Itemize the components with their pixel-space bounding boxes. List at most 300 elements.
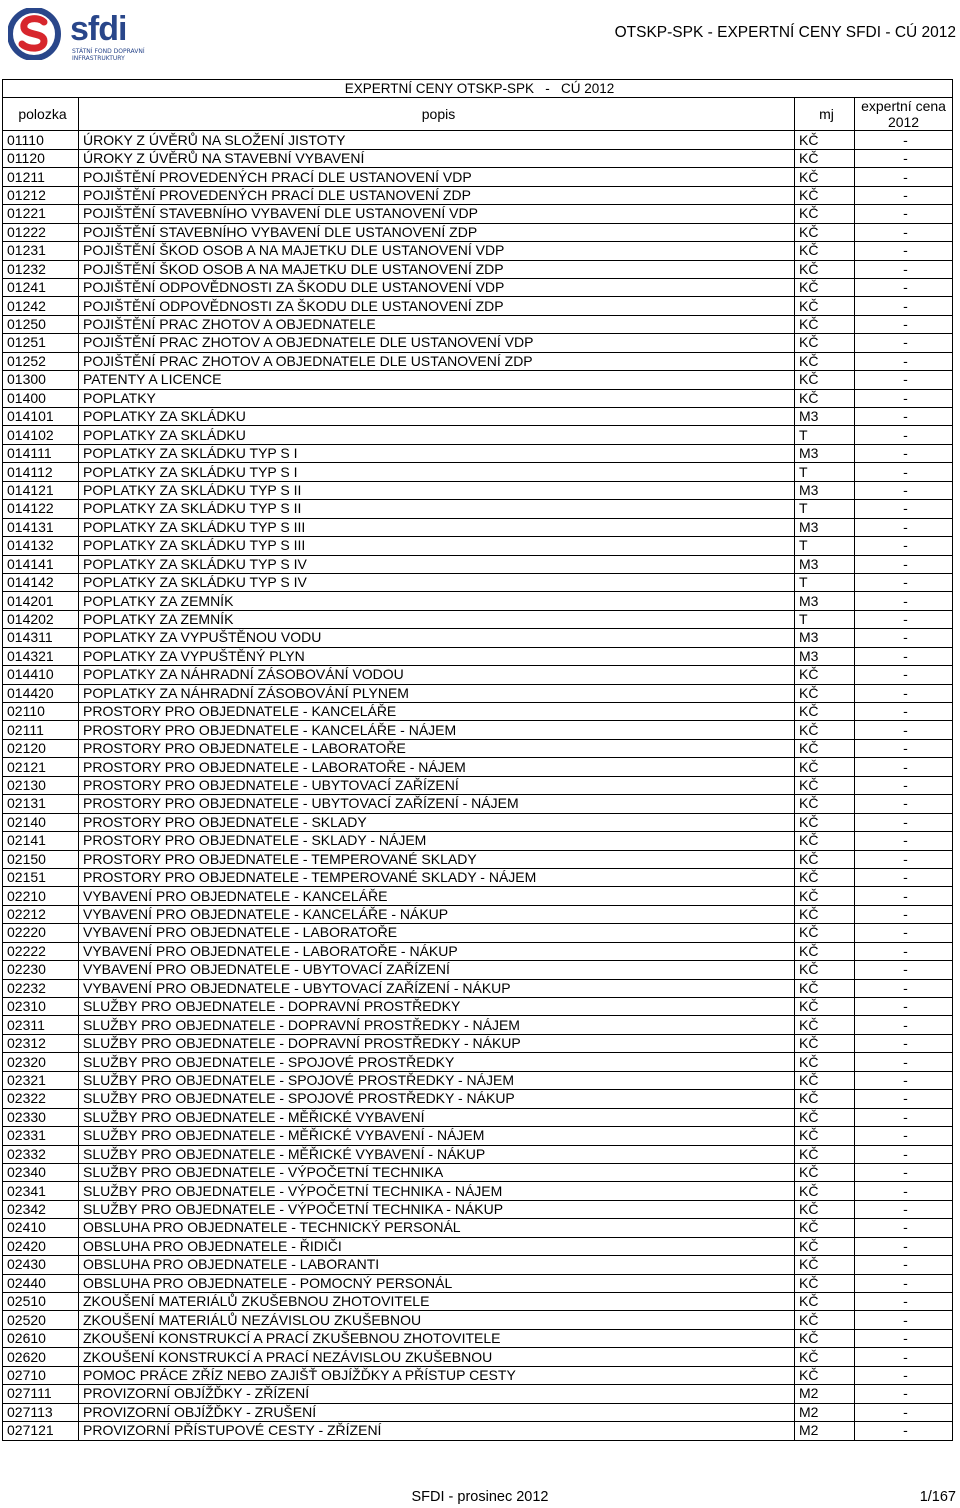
cell-unit: T <box>795 463 855 481</box>
table-row <box>3 998 953 1016</box>
cell-unit: KČ <box>795 1053 855 1071</box>
cell-unit: KČ <box>795 149 855 167</box>
cell-price: - <box>855 408 953 426</box>
cell-unit: KČ <box>795 1034 855 1052</box>
table-row <box>3 463 953 481</box>
table-row <box>3 500 953 518</box>
table-row <box>3 131 953 149</box>
cell-code: 02341 <box>3 1182 79 1200</box>
table-row <box>3 1145 953 1163</box>
table-row <box>3 1293 953 1311</box>
cell-price: - <box>855 629 953 647</box>
cell-code: 014111 <box>3 444 79 462</box>
cell-unit: KČ <box>795 850 855 868</box>
cell-code: 02111 <box>3 721 79 739</box>
cell-unit: M3 <box>795 647 855 665</box>
cell-price: - <box>855 371 953 389</box>
cell-code: 014122 <box>3 500 79 518</box>
cell-price: - <box>855 278 953 296</box>
cell-desc: POJIŠTĚNÍ ODPOVĚDNOSTI ZA ŠKODU DLE USTANOVENÍ ZDP <box>79 297 795 315</box>
cell-desc: VYBAVENÍ PRO OBJEDNATELE - KANCELÁŘE <box>79 887 795 905</box>
cell-price: - <box>855 260 953 278</box>
cell-code: 02330 <box>3 1108 79 1126</box>
cell-unit: KČ <box>795 1108 855 1126</box>
cell-desc: POJIŠTĚNÍ PRAC ZHOTOV A OBJEDNATELE DLE USTANOVENÍ VDP <box>79 334 795 352</box>
cell-desc: SLUŽBY PRO OBJEDNATELE - SPOJOVÉ PROSTŘEDKY - NÁKUP <box>79 1090 795 1108</box>
cell-price: - <box>855 979 953 997</box>
cell-code: 02121 <box>3 758 79 776</box>
cell-desc: POPLATKY <box>79 389 795 407</box>
table-row <box>3 1071 953 1089</box>
cell-unit: KČ <box>795 961 855 979</box>
table-row <box>3 352 953 370</box>
cell-code: 02332 <box>3 1145 79 1163</box>
cell-unit: KČ <box>795 1127 855 1145</box>
cell-code: 02420 <box>3 1237 79 1255</box>
cell-code: 01241 <box>3 278 79 296</box>
table-row <box>3 573 953 591</box>
table-row <box>3 223 953 241</box>
table-row <box>3 555 953 573</box>
cell-desc: SLUŽBY PRO OBJEDNATELE - DOPRAVNÍ PROSTŘEDKY - NÁJEM <box>79 1016 795 1034</box>
cell-unit: T <box>795 573 855 591</box>
table-row <box>3 1016 953 1034</box>
cell-code: 01211 <box>3 168 79 186</box>
cell-desc: SLUŽBY PRO OBJEDNATELE - VÝPOČETNÍ TECHNIKA - NÁJEM <box>79 1182 795 1200</box>
cell-desc: SLUŽBY PRO OBJEDNATELE - MĚŘICKÉ VYBAVENÍ - NÁJEM <box>79 1127 795 1145</box>
cell-price: - <box>855 334 953 352</box>
cell-price: - <box>855 1385 953 1403</box>
cell-desc: ZKOUŠENÍ MATERIÁLŮ ZKUŠEBNOU ZHOTOVITELE <box>79 1293 795 1311</box>
cell-price: - <box>855 1108 953 1126</box>
table-row <box>3 1403 953 1421</box>
cell-desc: POJIŠTĚNÍ PROVEDENÝCH PRACÍ DLE USTANOVENÍ VDP <box>79 168 795 186</box>
cell-unit: KČ <box>795 1329 855 1347</box>
cell-code: 02312 <box>3 1034 79 1052</box>
cell-desc: SLUŽBY PRO OBJEDNATELE - DOPRAVNÍ PROSTŘEDKY - NÁKUP <box>79 1034 795 1052</box>
cell-unit: M3 <box>795 444 855 462</box>
cell-code: 01252 <box>3 352 79 370</box>
cell-desc: POPLATKY ZA ZEMNÍK <box>79 592 795 610</box>
cell-desc: POJIŠTĚNÍ STAVEBNÍHO VYBAVENÍ DLE USTANOVENÍ ZDP <box>79 223 795 241</box>
cell-desc: VYBAVENÍ PRO OBJEDNATELE - UBYTOVACÍ ZAŘÍZENÍ - NÁKUP <box>79 979 795 997</box>
table-row <box>3 942 953 960</box>
cell-desc: POJIŠTĚNÍ PRAC ZHOTOV A OBJEDNATELE DLE USTANOVENÍ ZDP <box>79 352 795 370</box>
cell-code: 02120 <box>3 739 79 757</box>
cell-unit: KČ <box>795 1182 855 1200</box>
cell-unit: KČ <box>795 758 855 776</box>
table-row <box>3 629 953 647</box>
cell-unit: KČ <box>795 739 855 757</box>
table-row <box>3 186 953 204</box>
table-row <box>3 205 953 223</box>
cell-price: - <box>855 131 953 149</box>
cell-code: 02140 <box>3 813 79 831</box>
cell-code: 02321 <box>3 1071 79 1089</box>
cell-desc: POPLATKY ZA ZEMNÍK <box>79 610 795 628</box>
cell-desc: ZKOUŠENÍ MATERIÁLŮ NEZÁVISLOU ZKUŠEBNOU <box>79 1311 795 1329</box>
cell-desc: PROVIZORNÍ PŘÍSTUPOVÉ CESTY - ZŘÍZENÍ <box>79 1422 795 1440</box>
cell-desc: VYBAVENÍ PRO OBJEDNATELE - UBYTOVACÍ ZAŘÍZENÍ <box>79 961 795 979</box>
cell-price: - <box>855 1053 953 1071</box>
cell-unit: KČ <box>795 1311 855 1329</box>
cell-price: - <box>855 813 953 831</box>
cell-unit: KČ <box>795 998 855 1016</box>
cell-price: - <box>855 1403 953 1421</box>
cell-desc: POPLATKY ZA SKLÁDKU <box>79 408 795 426</box>
table-row <box>3 924 953 942</box>
cell-code: 02410 <box>3 1219 79 1237</box>
cell-code: 027113 <box>3 1403 79 1421</box>
cell-desc: ÚROKY Z ÚVĚRŮ NA STAVEBNÍ VYBAVENÍ <box>79 149 795 167</box>
cell-desc: POPLATKY ZA SKLÁDKU TYP S II <box>79 500 795 518</box>
cell-unit: M3 <box>795 629 855 647</box>
cell-code: 02610 <box>3 1329 79 1347</box>
cell-code: 02322 <box>3 1090 79 1108</box>
cell-desc: SLUŽBY PRO OBJEDNATELE - SPOJOVÉ PROSTŘEDKY - NÁJEM <box>79 1071 795 1089</box>
cell-desc: POPLATKY ZA SKLÁDKU TYP S I <box>79 463 795 481</box>
cell-price: - <box>855 850 953 868</box>
table-row <box>3 1366 953 1384</box>
table-row <box>3 795 953 813</box>
cell-unit: KČ <box>795 168 855 186</box>
cell-price: - <box>855 481 953 499</box>
cell-unit: KČ <box>795 1219 855 1237</box>
cell-code: 02131 <box>3 795 79 813</box>
table-row <box>3 1163 953 1181</box>
cell-code: 014420 <box>3 684 79 702</box>
cell-code: 01232 <box>3 260 79 278</box>
table-row <box>3 1385 953 1403</box>
cell-price: - <box>855 647 953 665</box>
cell-desc: PATENTY A LICENCE <box>79 371 795 389</box>
cell-unit: KČ <box>795 905 855 923</box>
table-row <box>3 408 953 426</box>
cell-code: 014202 <box>3 610 79 628</box>
cell-desc: POJIŠTĚNÍ ŠKOD OSOB A NA MAJETKU DLE USTANOVENÍ VDP <box>79 242 795 260</box>
cell-code: 01400 <box>3 389 79 407</box>
cell-desc: PROVIZORNÍ OBJÍŽĎKY - ZŘÍZENÍ <box>79 1385 795 1403</box>
table-row <box>3 168 953 186</box>
cell-unit: KČ <box>795 186 855 204</box>
table-row <box>3 1311 953 1329</box>
cell-unit: KČ <box>795 1145 855 1163</box>
cell-unit: KČ <box>795 242 855 260</box>
cell-code: 02310 <box>3 998 79 1016</box>
table-row <box>3 647 953 665</box>
cell-unit: M3 <box>795 481 855 499</box>
cell-price: - <box>855 463 953 481</box>
cell-price: - <box>855 739 953 757</box>
cell-price: - <box>855 1256 953 1274</box>
cell-price: - <box>855 186 953 204</box>
table-row <box>3 887 953 905</box>
table-row <box>3 1090 953 1108</box>
table-row <box>3 371 953 389</box>
table-row <box>3 592 953 610</box>
cell-code: 02232 <box>3 979 79 997</box>
cell-unit: KČ <box>795 297 855 315</box>
cell-price: - <box>855 1348 953 1366</box>
cell-price: - <box>855 592 953 610</box>
column-header-price-line1: expertní cena <box>861 98 946 115</box>
cell-price: - <box>855 703 953 721</box>
cell-price: - <box>855 610 953 628</box>
cell-price: - <box>855 500 953 518</box>
cell-unit: KČ <box>795 1071 855 1089</box>
table-row <box>3 684 953 702</box>
table-row <box>3 721 953 739</box>
cell-unit: T <box>795 500 855 518</box>
cell-code: 01212 <box>3 186 79 204</box>
cell-unit: KČ <box>795 205 855 223</box>
cell-price: - <box>855 905 953 923</box>
logo-subtext: STÁTNÍ FOND DOPRAVNÍ INFRASTRUKTURY <box>72 48 145 62</box>
cell-code: 02342 <box>3 1200 79 1218</box>
table-row <box>3 389 953 407</box>
cell-desc: PROSTORY PRO OBJEDNATELE - LABORATOŘE - NÁJEM <box>79 758 795 776</box>
table-row <box>3 1422 953 1440</box>
cell-code: 014201 <box>3 592 79 610</box>
cell-unit: T <box>795 426 855 444</box>
cell-price: - <box>855 1145 953 1163</box>
table-header-row <box>3 98 953 131</box>
cell-code: 02331 <box>3 1127 79 1145</box>
cell-desc: OBSLUHA PRO OBJEDNATELE - POMOCNÝ PERSONÁL <box>79 1274 795 1292</box>
table-row <box>3 315 953 333</box>
column-header-unit: mj <box>795 98 855 131</box>
table-title-row <box>3 80 953 98</box>
cell-price: - <box>855 776 953 794</box>
cell-price: - <box>855 537 953 555</box>
table-row <box>3 1034 953 1052</box>
document-title: OTSKP-SPK - EXPERTNÍ CENY SFDI - CÚ 2012 <box>614 24 956 41</box>
cell-unit: M3 <box>795 408 855 426</box>
table-row <box>3 1200 953 1218</box>
cell-price: - <box>855 684 953 702</box>
cell-desc: SLUŽBY PRO OBJEDNATELE - DOPRAVNÍ PROSTŘEDKY <box>79 998 795 1016</box>
cell-unit: KČ <box>795 334 855 352</box>
cell-desc: POJIŠTĚNÍ ŠKOD OSOB A NA MAJETKU DLE USTANOVENÍ ZDP <box>79 260 795 278</box>
cell-price: - <box>855 223 953 241</box>
table-row <box>3 242 953 260</box>
cell-price: - <box>855 1422 953 1440</box>
cell-price: - <box>855 242 953 260</box>
cell-desc: ZKOUŠENÍ KONSTRUKCÍ A PRACÍ ZKUŠEBNOU ZHOTOVITELE <box>79 1329 795 1347</box>
cell-desc: OBSLUHA PRO OBJEDNATELE - ŘIDIČI <box>79 1237 795 1255</box>
cell-desc: POPLATKY ZA SKLÁDKU TYP S III <box>79 537 795 555</box>
cell-unit: KČ <box>795 1293 855 1311</box>
cell-desc: PROSTORY PRO OBJEDNATELE - TEMPEROVANÉ SKLADY - NÁJEM <box>79 868 795 886</box>
cell-price: - <box>855 352 953 370</box>
cell-desc: POPLATKY ZA SKLÁDKU TYP S II <box>79 481 795 499</box>
cell-code: 014132 <box>3 537 79 555</box>
cell-desc: PROSTORY PRO OBJEDNATELE - UBYTOVACÍ ZAŘÍZENÍ - NÁJEM <box>79 795 795 813</box>
cell-code: 02510 <box>3 1293 79 1311</box>
cell-desc: POPLATKY ZA VYPUŠTĚNOU VODU <box>79 629 795 647</box>
cell-price: - <box>855 961 953 979</box>
cell-price: - <box>855 758 953 776</box>
cell-code: 027121 <box>3 1422 79 1440</box>
cell-desc: OBSLUHA PRO OBJEDNATELE - LABORANTI <box>79 1256 795 1274</box>
cell-unit: KČ <box>795 1200 855 1218</box>
cell-code: 014101 <box>3 408 79 426</box>
cell-price: - <box>855 1127 953 1145</box>
cell-code: 027111 <box>3 1385 79 1403</box>
cell-unit: KČ <box>795 315 855 333</box>
table-row <box>3 961 953 979</box>
table-row <box>3 666 953 684</box>
cell-unit: KČ <box>795 1016 855 1034</box>
table-row <box>3 1329 953 1347</box>
cell-unit: KČ <box>795 887 855 905</box>
cell-unit: KČ <box>795 1090 855 1108</box>
table-row <box>3 1348 953 1366</box>
cell-code: 014112 <box>3 463 79 481</box>
cell-desc: PROSTORY PRO OBJEDNATELE - KANCELÁŘE <box>79 703 795 721</box>
cell-price: - <box>855 1329 953 1347</box>
cell-unit: M3 <box>795 518 855 536</box>
cell-price: - <box>855 832 953 850</box>
cell-price: - <box>855 389 953 407</box>
cell-desc: SLUŽBY PRO OBJEDNATELE - SPOJOVÉ PROSTŘEDKY <box>79 1053 795 1071</box>
cell-price: - <box>855 1274 953 1292</box>
cell-code: 02222 <box>3 942 79 960</box>
cell-price: - <box>855 426 953 444</box>
cell-unit: KČ <box>795 832 855 850</box>
cell-price: - <box>855 555 953 573</box>
sfdi-logo <box>8 8 168 60</box>
cell-code: 01250 <box>3 315 79 333</box>
cell-unit: KČ <box>795 389 855 407</box>
cell-desc: POPLATKY ZA SKLÁDKU TYP S III <box>79 518 795 536</box>
cell-unit: KČ <box>795 942 855 960</box>
price-table <box>2 79 953 1441</box>
column-header-price <box>855 98 953 131</box>
table-row <box>3 444 953 462</box>
column-header-desc: popis <box>79 98 795 131</box>
cell-code: 02110 <box>3 703 79 721</box>
cell-code: 02230 <box>3 961 79 979</box>
cell-unit: KČ <box>795 278 855 296</box>
cell-unit: KČ <box>795 703 855 721</box>
cell-code: 02150 <box>3 850 79 868</box>
cell-code: 02710 <box>3 1366 79 1384</box>
cell-unit: KČ <box>795 1237 855 1255</box>
cell-desc: POPLATKY ZA SKLÁDKU TYP S IV <box>79 573 795 591</box>
table-row <box>3 868 953 886</box>
cell-price: - <box>855 1090 953 1108</box>
logo-text: sfdi <box>70 10 127 48</box>
cell-price: - <box>855 149 953 167</box>
cell-price: - <box>855 721 953 739</box>
cell-price: - <box>855 205 953 223</box>
cell-price: - <box>855 315 953 333</box>
cell-price: - <box>855 1163 953 1181</box>
cell-price: - <box>855 1182 953 1200</box>
cell-unit: KČ <box>795 371 855 389</box>
cell-unit: KČ <box>795 1256 855 1274</box>
page-number: 1/167 <box>919 1489 956 1505</box>
table-row <box>3 149 953 167</box>
cell-code: 02440 <box>3 1274 79 1292</box>
cell-unit: KČ <box>795 868 855 886</box>
cell-price: - <box>855 666 953 684</box>
cell-desc: POJIŠTĚNÍ STAVEBNÍHO VYBAVENÍ DLE USTANOVENÍ VDP <box>79 205 795 223</box>
column-header-price-line2: 2012 <box>887 114 920 131</box>
table-row <box>3 537 953 555</box>
cell-desc: SLUŽBY PRO OBJEDNATELE - MĚŘICKÉ VYBAVENÍ <box>79 1108 795 1126</box>
cell-code: 014410 <box>3 666 79 684</box>
cell-price: - <box>855 573 953 591</box>
cell-price: - <box>855 168 953 186</box>
cell-unit: M3 <box>795 592 855 610</box>
sfdi-logo-icon <box>8 8 64 60</box>
cell-code: 014121 <box>3 481 79 499</box>
cell-code: 02212 <box>3 905 79 923</box>
cell-code: 02151 <box>3 868 79 886</box>
cell-desc: POPLATKY ZA SKLÁDKU TYP S I <box>79 444 795 462</box>
cell-desc: POPLATKY ZA SKLÁDKU TYP S IV <box>79 555 795 573</box>
cell-desc: POPLATKY ZA VYPUŠTĚNÝ PLYN <box>79 647 795 665</box>
cell-code: 02430 <box>3 1256 79 1274</box>
cell-unit: KČ <box>795 1348 855 1366</box>
cell-unit: M3 <box>795 555 855 573</box>
cell-unit: M2 <box>795 1422 855 1440</box>
cell-code: 014131 <box>3 518 79 536</box>
table-row <box>3 278 953 296</box>
cell-price: - <box>855 444 953 462</box>
table-row <box>3 1219 953 1237</box>
cell-price: - <box>855 942 953 960</box>
cell-unit: KČ <box>795 666 855 684</box>
column-header-code: polozka <box>3 98 79 131</box>
cell-code: 02141 <box>3 832 79 850</box>
table-row <box>3 758 953 776</box>
table-row <box>3 1182 953 1200</box>
cell-desc: VYBAVENÍ PRO OBJEDNATELE - KANCELÁŘE - NÁKUP <box>79 905 795 923</box>
cell-unit: KČ <box>795 223 855 241</box>
cell-unit: KČ <box>795 979 855 997</box>
cell-unit: KČ <box>795 260 855 278</box>
cell-unit: KČ <box>795 1366 855 1384</box>
cell-price: - <box>855 1071 953 1089</box>
cell-code: 02340 <box>3 1163 79 1181</box>
cell-code: 02220 <box>3 924 79 942</box>
cell-unit: KČ <box>795 795 855 813</box>
cell-desc: ÚROKY Z ÚVĚRŮ NA SLOŽENÍ JISTOTY <box>79 131 795 149</box>
cell-desc: PROSTORY PRO OBJEDNATELE - KANCELÁŘE - NÁJEM <box>79 721 795 739</box>
cell-desc: POPLATKY ZA NÁHRADNÍ ZÁSOBOVÁNÍ PLYNEM <box>79 684 795 702</box>
cell-price: - <box>855 868 953 886</box>
cell-code: 02620 <box>3 1348 79 1366</box>
table-row <box>3 1127 953 1145</box>
table-row <box>3 334 953 352</box>
cell-price: - <box>855 1219 953 1237</box>
cell-unit: T <box>795 610 855 628</box>
cell-unit: M2 <box>795 1403 855 1421</box>
cell-code: 01222 <box>3 223 79 241</box>
table-row <box>3 1053 953 1071</box>
footer-text: SFDI - prosinec 2012 <box>411 1489 549 1505</box>
cell-code: 02320 <box>3 1053 79 1071</box>
cell-desc: SLUŽBY PRO OBJEDNATELE - MĚŘICKÉ VYBAVENÍ - NÁKUP <box>79 1145 795 1163</box>
cell-desc: VYBAVENÍ PRO OBJEDNATELE - LABORATOŘE - NÁKUP <box>79 942 795 960</box>
table-row <box>3 260 953 278</box>
cell-desc: POPLATKY ZA SKLÁDKU <box>79 426 795 444</box>
cell-price: - <box>855 1366 953 1384</box>
cell-code: 02130 <box>3 776 79 794</box>
